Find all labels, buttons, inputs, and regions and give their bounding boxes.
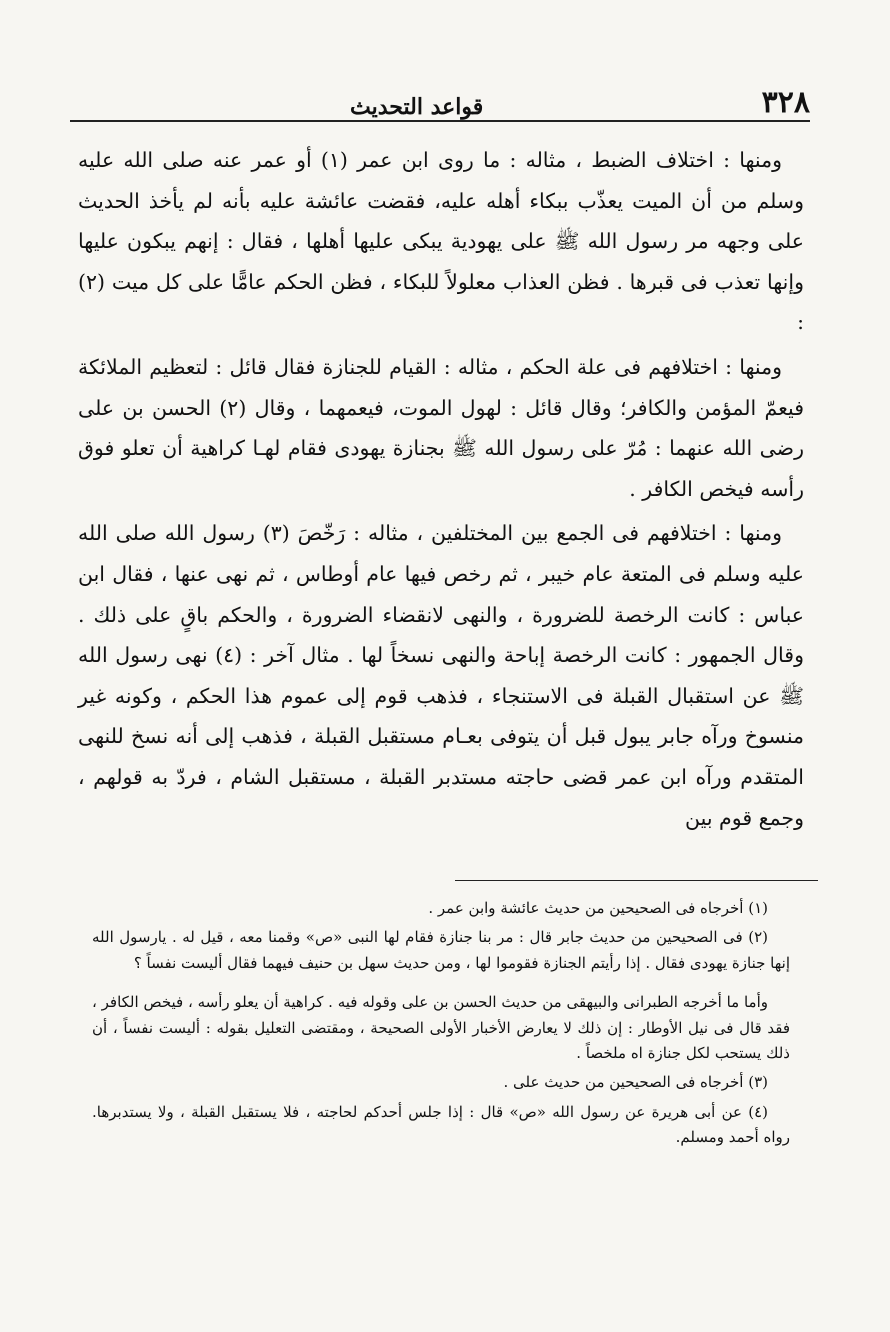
footnote: (٢) فى الصحيحين من حديث جابر قال : مر بنا جنازة فقام لها النبى «ص» وقمنا معه ، قيل له . يارسول الله إنها جنازة يهودى فقال . إذا رأيتم الجنازة فقوموا لها ، ومن حديث سهل بن حنيف فيهما فقال أليست نفساً ؟	[92, 928, 790, 972]
paragraph: ومنها : اختلافهم فى الجمع بين المختلفين ، مثاله : رَخّصَ (٣) رسول الله صلى الله عليه وسلم فى المتعة عام خيبر ، ثم رخص فيها عام أوطاس ، ثم نهى عنها ، فقال ابن عباس : كانت الرخصة للضرورة ، والنهى لانقضاء الضرورة ، والحكم باقٍ على ذلك . وقال الجمهور : كانت الرخصة إباحة والنهى نسخاً لها . مثال آخر : (٤) نهى رسول الله ﷺ عن استقبال القبلة فى الاستنجاء ، فذهب قوم إلى عموم هذا الحكم ، وكونه غير منسوخ ورآه جابر يبول قبل أن يتوفى بعـام مستقبل القبلة ، فذهب إلى أنه نسخ للنهى المتقدم ورآه ابن عمر قضى حاجته مستدبر القبلة ، مستقبل الشام ، فردّ به قولهم ، وجمع قوم بين	[78, 521, 804, 830]
footnote-continuation: وأما ما أخرجه الطبرانى والبيهقى من حديث الحسن بن على وقوله فيه . كراهية أن يعلو رأسه ، فيخص الكافر ، فقد قال فى نيل الأوطار : إن ذلك لا يعارض الأخبار الأولى الصحيحة ، ومقتضى التعليل بقوله : أليست نفساً ، أن ذلك يستحب لكل جنازة اه ملخصاً .	[92, 993, 790, 1063]
main-text	[78, 140, 804, 842]
footnote: (١) أخرجاه فى الصحيحين من حديث عائشة وابن عمر .	[428, 899, 768, 917]
page-number: ٣٢٨	[761, 85, 810, 120]
footnote: (٤) عن أبى هريرة عن رسول الله «ص» قال : إذا جلس أحدكم لحاجته ، فلا يستقبل القبلة ، ولا يستدبرها. رواه أحمد ومسلم.	[92, 1102, 790, 1147]
running-title: قواعد التحديث	[350, 94, 484, 120]
footnotes	[92, 896, 790, 1155]
page-header	[70, 58, 820, 118]
header-rule	[70, 120, 810, 122]
paragraph: ومنها : اختلاف الضبط ، مثاله : ما روى ابن عمر (١) أو عمر عنه صلى الله عليه وسلم من أن الميت يعذّب ببكاء أهله عليه، فقضت عائشة عليه بأنه لم يأخذ الحديث على وجهه مر رسول الله ﷺ على يهودية يبكى عليها أهلها ، فقال : إنهم يبكون عليها وإنها تعذب فى قبرها . فظن العذاب معلولاً للبكاء ، فظن الحكم عامًّا على كل ميت (٢) :	[78, 148, 804, 335]
paragraph: ومنها : اختلافهم فى علة الحكم ، مثاله : القيام للجنازة فقال قائل : لتعظيم الملائكة فيعمّ المؤمن والكافر؛ وقال قائل : لهول الموت، فيعمهما ، وقال (٢) الحسن بن على رضى الله عنهما : مُرّ على رسول الله ﷺ بجنازة يهودى فقام لهـا كراهية أن تعلو فوق رأسه فيخص الكافر .	[78, 354, 805, 501]
footnote: (٣) أخرجاه فى الصحيحين من حديث على .	[503, 1073, 768, 1092]
footnote-rule	[455, 880, 818, 881]
